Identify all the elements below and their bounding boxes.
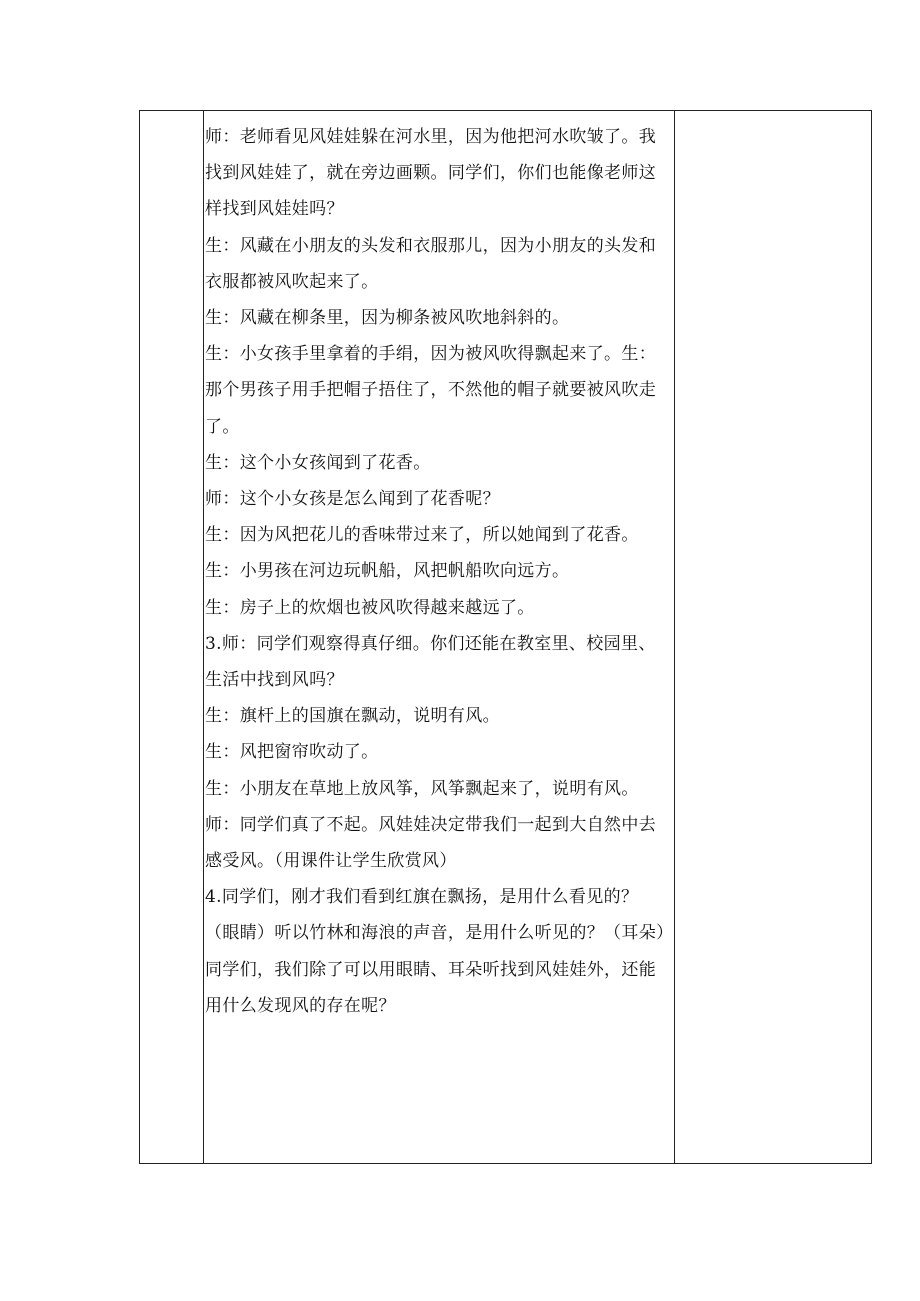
dialogue-paragraph: 生：小女孩手里拿着的手绢，因为被风吹得飘起来了。生：那个男孩子用手把帽子捂住了，不然他的帽子就要被风吹走了。 (205, 344, 657, 437)
dialogue-paragraph: 师：同学们真了不起。风娃娃决定带我们一起到大自然中去感受风。（用课件让学生欣赏风） (205, 814, 657, 872)
dialogue-paragraph: 生：风藏在小朋友的头发和衣服那儿，因为小朋友的头发和衣服都被风吹起来了。 (205, 235, 657, 292)
dialogue-paragraph: 4.同学们，刚才我们看到红旗在飘扬，是用什么看见的？（眼睛）听以竹林和海浪的声音，是用什么听见的？（耳朵）同学们，我们除了可以用眼睛、耳朵听找到风娃娃外，还能用什么发现风的存在呢？ (205, 887, 665, 1016)
dialogue-paragraph: 生：这个小女孩闻到了花香。 (205, 452, 431, 473)
dialogue-paragraph: 生：小男孩在河边玩帆船，风把帆船吹向远方。 (205, 561, 570, 582)
table-left-column (140, 111, 204, 1163)
dialogue-paragraph: 生：小朋友在草地上放风筝，风筝飘起来了，说明有风。 (205, 778, 639, 799)
table-content-column (204, 111, 675, 1163)
dialogue-paragraph: 生：因为风把花儿的香味带过来了，所以她闻到了花香。 (205, 525, 639, 546)
dialogue-paragraph: 生：风藏在柳条里，因为柳条被风吹地斜斜的。 (205, 308, 570, 329)
dialogue-paragraph: 生：风把窗帘吹动了。 (205, 742, 379, 763)
dialogue-paragraph: 3.师：同学们观察得真仔细。你们还能在教室里、校园里、生活中找到风吗？ (205, 633, 656, 691)
dialogue-paragraph: 生：旗杆上的国旗在飘动，说明有风。 (205, 706, 500, 727)
dialogue-paragraph: 师：老师看见风娃娃躲在河水里，因为他把河水吹皱了。我找到风娃娃了，就在旁边画颗。同学们，你们也能像老师这样找到风娃娃吗？ (205, 127, 657, 220)
dialogue-paragraph: 生：房子上的炊烟也被风吹得越来越远了。 (205, 597, 535, 618)
table-right-column (675, 111, 871, 1163)
lesson-plan-table (139, 110, 872, 1164)
dialogue-paragraph: 师：这个小女孩是怎么闻到了花香呢？ (205, 489, 500, 510)
